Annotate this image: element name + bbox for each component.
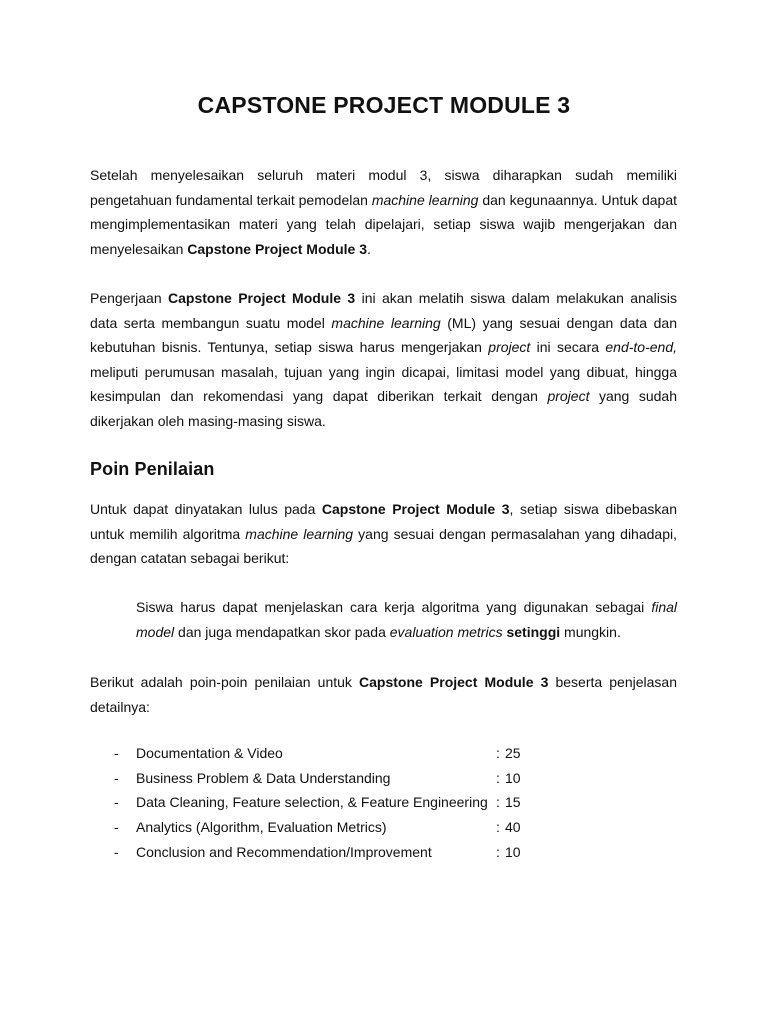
intro-emphasis-ml: machine learning: [371, 191, 479, 208]
note-text-4: mungkin.: [560, 623, 621, 640]
list-item: [0, 840, 768, 865]
score-separator: :: [496, 843, 500, 860]
list-bullet: -: [114, 769, 119, 786]
scoring-intro-paragraph: [90, 670, 677, 719]
list-item: [0, 790, 768, 815]
work-emphasis-end-to-end: end-to-end,: [605, 339, 677, 355]
criteria-text-3: yang sesuai dengan permasalahan yang dihadapi, dengan catatan sebagai berikut:: [90, 525, 677, 566]
note-bold-setinggi: setinggi: [506, 623, 561, 640]
work-text-6: yang sudah dikerjakan oleh masing-masing siswa.: [90, 388, 677, 429]
section-heading-poin-penilaian: Poin Penilaian: [90, 459, 215, 479]
score-value: 25: [505, 745, 521, 761]
list-item: [0, 815, 768, 840]
intro-text-3: .: [366, 240, 371, 257]
intro-text-2: dan kegunaannya. Untuk dapat mengimplementasikan materi yang telah dipelajari, setiap siswa wajib mengerjakan dan menyelesaikan: [90, 191, 677, 257]
intro-bold-module: Capstone Project Module 3: [187, 240, 367, 257]
criteria-text-2: , setiap siswa dibebaskan untuk memilih algoritma: [90, 501, 677, 542]
list-bullet: -: [114, 819, 119, 836]
score-value: 10: [505, 769, 521, 786]
score-separator: :: [496, 819, 500, 836]
score-item-label: Business Problem & Data Understanding: [136, 769, 391, 786]
work-text-4: ini secara: [530, 339, 606, 355]
work-emphasis-project-1: project: [488, 339, 531, 355]
score-separator: :: [496, 794, 500, 811]
note-emphasis-evaluation-metrics: evaluation metrics: [389, 623, 503, 640]
work-text-2: ini akan melatih siswa dalam melakukan analisis data serta membangun suatu model: [90, 290, 677, 331]
list-bullet: -: [114, 745, 119, 761]
list-item: [0, 766, 768, 791]
intro-paragraph: [90, 163, 677, 261]
score-value: 10: [505, 843, 521, 860]
note-emphasis-final-model: final model: [136, 599, 677, 640]
work-emphasis-ml: machine learning: [331, 314, 441, 331]
scoring-bold-module: Capstone Project Module 3: [359, 674, 549, 690]
score-item-label: Data Cleaning, Feature selection, & Feature Engineering: [136, 794, 488, 811]
work-text-1: Pengerjaan: [90, 290, 169, 306]
score-value: 40: [505, 819, 521, 836]
criteria-text-1: Untuk dapat dinyatakan lulus pada: [90, 501, 322, 517]
work-text-3: (ML) yang sesuai dengan data dan kebutuhan bisnis. Tentunya, setiap siswa harus mengerjakan: [90, 314, 678, 355]
work-text-5: meliputi perumusan masalah, tujuan yang ingin dicapai, limitasi model yang dibuat, hingga kesimpulan dan rekomendasi yang dapat diberikan terkait dengan: [90, 363, 677, 404]
score-item-label: Analytics (Algorithm, Evaluation Metrics): [136, 819, 387, 836]
note-text-1: Siswa harus dapat menjelaskan cara kerja algoritma yang digunakan sebagai: [136, 599, 652, 615]
list-item: [0, 741, 768, 766]
note-text-2: dan juga mendapatkan skor pada: [174, 623, 390, 640]
list-bullet: -: [114, 794, 119, 811]
scoring-text-1: Berikut adalah poin-poin penilaian untuk: [90, 674, 360, 690]
page-title: CAPSTONE PROJECT MODULE 3: [197, 92, 571, 118]
criteria-emphasis-ml: machine learning: [245, 525, 354, 542]
score-separator: :: [496, 745, 500, 761]
criteria-paragraph: [90, 497, 677, 571]
score-value: 15: [505, 794, 521, 811]
work-bold-module: Capstone Project Module 3: [168, 290, 356, 306]
score-separator: :: [496, 769, 500, 786]
scoring-text-2: beserta penjelasan detailnya:: [90, 674, 677, 715]
work-paragraph: [90, 286, 677, 433]
score-list: [0, 741, 768, 864]
list-bullet: -: [114, 843, 119, 860]
score-item-label: Documentation & Video: [136, 745, 283, 761]
work-emphasis-project-2: project: [547, 388, 590, 404]
score-item-label: Conclusion and Recommendation/Improvement: [136, 843, 432, 860]
criteria-bold-module: Capstone Project Module 3: [321, 501, 510, 517]
indented-note: [136, 595, 677, 644]
intro-text-1: Setelah menyelesaikan seluruh materi modul 3, siswa diharapkan sudah memiliki pengetahuan fundamental terkait pemodelan: [90, 167, 677, 208]
